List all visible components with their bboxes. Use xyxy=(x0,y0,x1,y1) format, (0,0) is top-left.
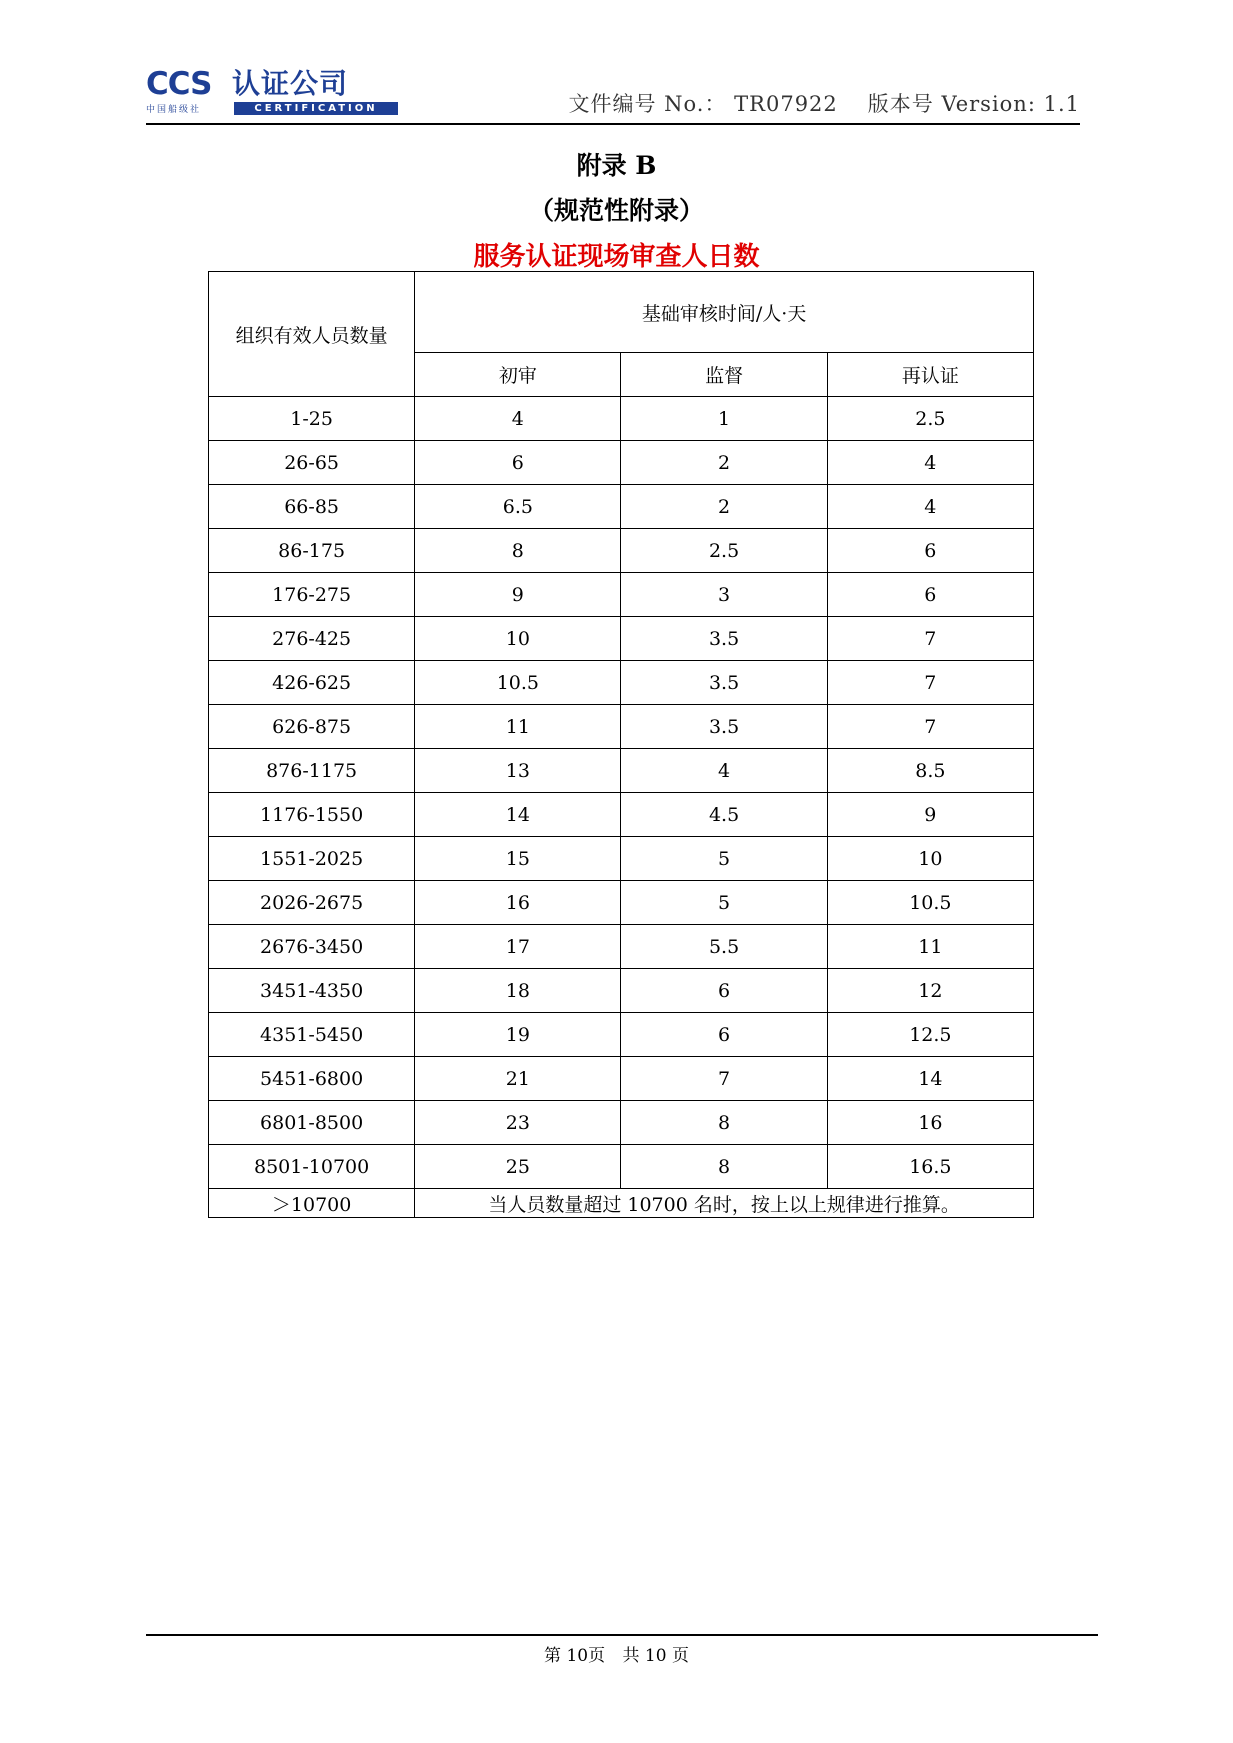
surveillance-cell: 3.5 xyxy=(621,705,827,749)
initial-audit-cell: 16 xyxy=(415,881,621,925)
recertification-cell: 10 xyxy=(827,837,1033,881)
range-cell: 8501-10700 xyxy=(209,1145,415,1189)
table-title: 服务认证现场审查人日数 xyxy=(473,242,760,272)
range-cell: 5451-6800 xyxy=(209,1057,415,1101)
page-number: 第 10页 xyxy=(544,1646,606,1666)
recertification-cell: 10.5 xyxy=(827,881,1033,925)
base-audit-time-header: 基础审核时间/人·天 xyxy=(415,272,1034,353)
recertification-cell: 4 xyxy=(827,485,1033,529)
recertification-cell: 16.5 xyxy=(827,1145,1033,1189)
initial-audit-cell: 19 xyxy=(415,1013,621,1057)
logo-certification-bar: CERTIFICATION xyxy=(234,102,398,115)
table-row xyxy=(209,705,1034,749)
document-version: 版本号 Version: 1.1 xyxy=(867,92,1080,116)
recertification-cell: 2.5 xyxy=(827,397,1033,441)
range-cell: 276-425 xyxy=(209,617,415,661)
surveillance-cell: 5 xyxy=(621,881,827,925)
range-cell: 86-175 xyxy=(209,529,415,573)
range-cell: 1-25 xyxy=(209,397,415,441)
surveillance-cell: 1 xyxy=(621,397,827,441)
surveillance-cell: 8 xyxy=(621,1101,827,1145)
recertification-cell: 12.5 xyxy=(827,1013,1033,1057)
recertification-cell: 14 xyxy=(827,1057,1033,1101)
logo-subtitle: 中国船级社 xyxy=(146,105,202,115)
page-header xyxy=(146,66,1080,122)
initial-audit-cell: 11 xyxy=(415,705,621,749)
recertification-cell: 7 xyxy=(827,705,1033,749)
initial-audit-cell: 18 xyxy=(415,969,621,1013)
table-body xyxy=(209,397,1034,1189)
initial-audit-cell: 15 xyxy=(415,837,621,881)
initial-audit-cell: 25 xyxy=(415,1145,621,1189)
logo-ccs-text: CCS xyxy=(146,66,212,102)
range-cell: 626-875 xyxy=(209,705,415,749)
range-cell: ＞10700 xyxy=(209,1189,415,1218)
recertification-cell: 6 xyxy=(827,529,1033,573)
surveillance-header: 监督 xyxy=(621,353,827,397)
range-cell: 4351-5450 xyxy=(209,1013,415,1057)
initial-audit-cell: 6.5 xyxy=(415,485,621,529)
range-cell: 2026-2675 xyxy=(209,881,415,925)
table-row xyxy=(209,1057,1034,1101)
range-cell: 426-625 xyxy=(209,661,415,705)
surveillance-cell: 5.5 xyxy=(621,925,827,969)
range-cell: 1551-2025 xyxy=(209,837,415,881)
ccs-logo xyxy=(146,66,406,118)
footer-divider xyxy=(146,1634,1098,1636)
range-cell: 3451-4350 xyxy=(209,969,415,1013)
recertification-cell: 9 xyxy=(827,793,1033,837)
page-footer xyxy=(0,1641,1233,1666)
range-cell: 66-85 xyxy=(209,485,415,529)
initial-audit-cell: 6 xyxy=(415,441,621,485)
recertification-cell: 11 xyxy=(827,925,1033,969)
initial-audit-cell: 10.5 xyxy=(415,661,621,705)
surveillance-cell: 5 xyxy=(621,837,827,881)
table-row xyxy=(209,529,1034,573)
initial-audit-header: 初审 xyxy=(415,353,621,397)
document-info xyxy=(562,88,1080,118)
surveillance-cell: 3.5 xyxy=(621,617,827,661)
total-pages: 共 10 页 xyxy=(622,1646,689,1666)
table-row xyxy=(209,925,1034,969)
surveillance-cell: 2 xyxy=(621,441,827,485)
appendix-title: 附录 B xyxy=(576,151,657,180)
document-number: 文件编号 No.： TR07922 xyxy=(568,92,838,116)
table-header-row xyxy=(209,272,1034,353)
surveillance-cell: 3.5 xyxy=(621,661,827,705)
initial-audit-cell: 21 xyxy=(415,1057,621,1101)
surveillance-cell: 6 xyxy=(621,1013,827,1057)
initial-audit-cell: 8 xyxy=(415,529,621,573)
initial-audit-cell: 23 xyxy=(415,1101,621,1145)
table-row xyxy=(209,1145,1034,1189)
surveillance-cell: 2 xyxy=(621,485,827,529)
range-cell: 1176-1550 xyxy=(209,793,415,837)
range-cell: 876-1175 xyxy=(209,749,415,793)
recertification-cell: 16 xyxy=(827,1101,1033,1145)
table-row xyxy=(209,1013,1034,1057)
appendix-type: （规范性附录） xyxy=(528,196,704,225)
range-cell: 2676-3450 xyxy=(209,925,415,969)
surveillance-cell: 8 xyxy=(621,1145,827,1189)
surveillance-cell: 3 xyxy=(621,573,827,617)
recertification-cell: 4 xyxy=(827,441,1033,485)
recertification-cell: 8.5 xyxy=(827,749,1033,793)
initial-audit-cell: 14 xyxy=(415,793,621,837)
recertification-cell: 12 xyxy=(827,969,1033,1013)
table-row xyxy=(209,837,1034,881)
table-row xyxy=(209,1101,1034,1145)
table-row-over-limit xyxy=(209,1189,1034,1218)
table-row xyxy=(209,441,1034,485)
surveillance-cell: 4.5 xyxy=(621,793,827,837)
staff-count-header: 组织有效人员数量 xyxy=(209,272,415,397)
audit-days-table xyxy=(208,271,1034,1218)
initial-audit-cell: 13 xyxy=(415,749,621,793)
initial-audit-cell: 10 xyxy=(415,617,621,661)
range-cell: 176-275 xyxy=(209,573,415,617)
surveillance-cell: 6 xyxy=(621,969,827,1013)
table-row xyxy=(209,793,1034,837)
header-divider xyxy=(146,123,1080,125)
table-row xyxy=(209,661,1034,705)
range-cell: 6801-8500 xyxy=(209,1101,415,1145)
table-row xyxy=(209,617,1034,661)
recertification-cell: 7 xyxy=(827,661,1033,705)
extrapolation-note: 当人员数量超过 10700 名时，按上以上规律进行推算。 xyxy=(415,1189,1034,1218)
surveillance-cell: 4 xyxy=(621,749,827,793)
recertification-cell: 6 xyxy=(827,573,1033,617)
initial-audit-cell: 4 xyxy=(415,397,621,441)
table-row xyxy=(209,749,1034,793)
surveillance-cell: 7 xyxy=(621,1057,827,1101)
table-row xyxy=(209,485,1034,529)
table-row xyxy=(209,969,1034,1013)
surveillance-cell: 2.5 xyxy=(621,529,827,573)
table-row xyxy=(209,573,1034,617)
initial-audit-cell: 17 xyxy=(415,925,621,969)
recertification-header: 再认证 xyxy=(827,353,1033,397)
table-row xyxy=(209,397,1034,441)
initial-audit-cell: 9 xyxy=(415,573,621,617)
range-cell: 26-65 xyxy=(209,441,415,485)
recertification-cell: 7 xyxy=(827,617,1033,661)
table-row xyxy=(209,881,1034,925)
logo-company-name: 认证公司 xyxy=(232,67,349,100)
